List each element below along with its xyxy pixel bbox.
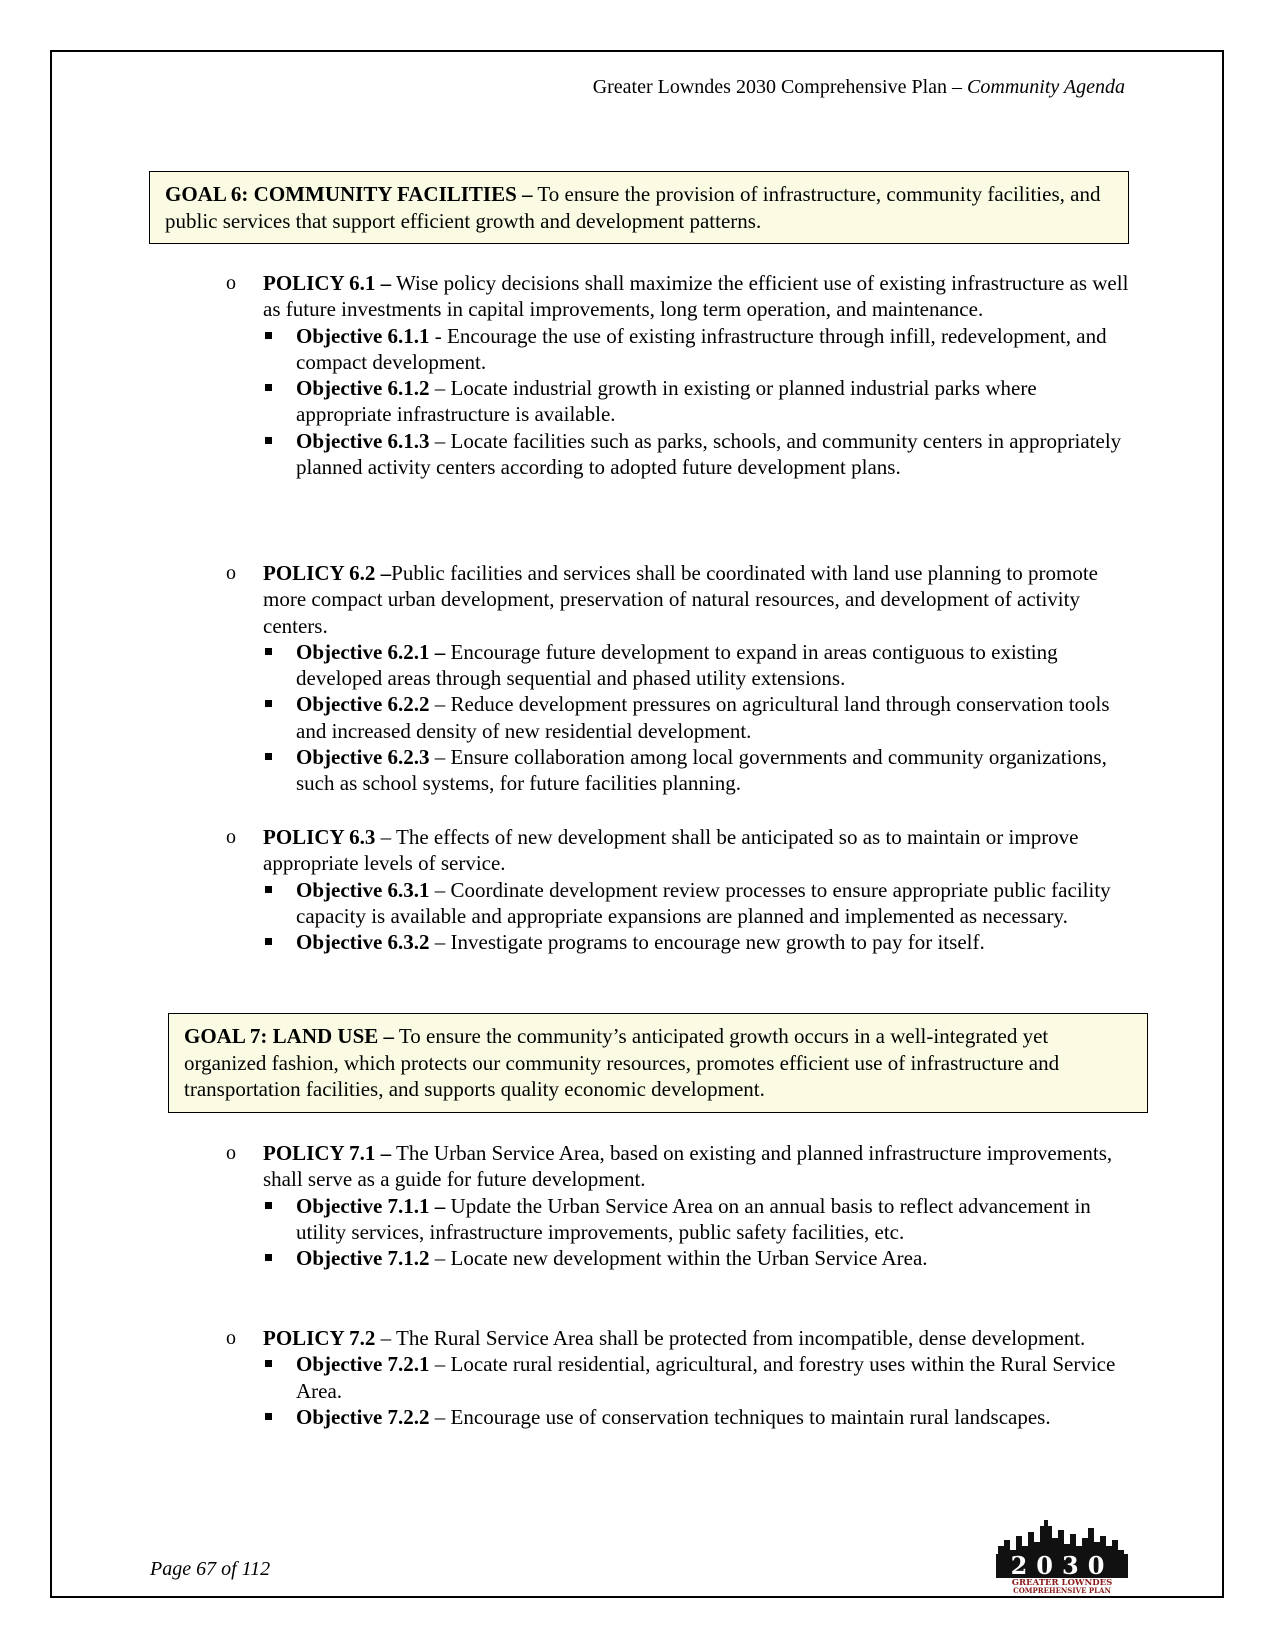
goal-7-box (168, 1013, 1148, 1113)
square-bullet-icon (265, 384, 272, 391)
square-bullet-icon (265, 700, 272, 707)
plan-2030-logo (994, 1516, 1132, 1594)
policy-text: – The effects of new development shall be anticipated so as to maintain or improve appropriate levels of service. (263, 825, 1079, 876)
square-bullet-icon (265, 1360, 272, 1367)
objective-label: Objective 7.2.1 (296, 1352, 430, 1377)
objective-text: – Locate rural residential, agricultural, and forestry uses within the Rural Service Area. (296, 1352, 1116, 1403)
objective-label: Objective 7.1.2 (296, 1246, 430, 1271)
policy-item (220, 560, 1130, 639)
policy-text: – The Rural Service Area shall be protected from incompatible, dense development. (375, 1326, 1086, 1350)
policy-label: POLICY 6.3 (263, 825, 376, 849)
objective-label: Objective 6.2.1 – (296, 639, 446, 664)
policy-label: POLICY 6.2 – (263, 561, 392, 585)
objective-text: – Encourage use of conservation techniques to maintain rural landscapes. (429, 1404, 1051, 1429)
policy-6-2-block (220, 560, 1130, 797)
objective-list (220, 1351, 1130, 1430)
objective-text: – Locate industrial growth in existing or planned industrial parks where appropriate infrastructure is available. (296, 376, 1037, 427)
header-subtitle: Community Agenda (967, 76, 1125, 98)
policy-text: The Urban Service Area, based on existing and planned infrastructure improvements, shall serve as a guide for future development. (263, 1141, 1113, 1192)
objective-item (220, 428, 1130, 481)
objective-item (220, 1404, 1130, 1430)
policy-7-1-block (220, 1140, 1130, 1271)
objective-list (220, 323, 1130, 481)
logo-line1: GREATER LOWNDES (1011, 1578, 1113, 1588)
objective-label: Objective 6.3.2 (296, 930, 430, 955)
objective-text: – Ensure collaboration among local governments and community organizations, such as school systems, for future facilities planning. (296, 745, 1107, 796)
goal-6-text: To ensure the provision of infrastructure, community facilities, and public services that support efficient growth and development patterns. (165, 182, 1101, 233)
objective-text: – Investigate programs to encourage new growth to pay for itself. (429, 930, 985, 955)
goal-6-label: GOAL 6: COMMUNITY FACILITIES – (165, 182, 533, 206)
header-title: Greater Lowndes 2030 Comprehensive Plan – (592, 76, 968, 98)
objective-text: – Locate facilities such as parks, schools, and community centers in appropriately planned activity centers according to adopted future development plans. (296, 428, 1122, 480)
objective-item (220, 929, 1130, 955)
objective-text: Encourage future development to expand in areas contiguous to existing developed areas through sequential and phased utility extensions. (296, 639, 1058, 691)
logo-number: 2030 (1010, 1551, 1114, 1580)
objective-label: Objective 6.1.1 (296, 323, 430, 348)
policy-item (220, 824, 1130, 877)
objective-text: Update the Urban Service Area on an annual basis to reflect advancement in utility services, infrastructure improvements, public safety facilities, etc. (296, 1193, 1091, 1244)
objective-item (220, 691, 1130, 744)
square-bullet-icon (265, 753, 272, 760)
objective-list (220, 639, 1130, 797)
circle-bullet-icon: o (226, 826, 236, 848)
policy-item (220, 270, 1130, 323)
objective-text: – Locate new development within the Urban Service Area. (429, 1246, 928, 1271)
objective-item (220, 744, 1130, 797)
objective-text: – Coordinate development review processes to ensure appropriate public facility capacity is available and appropriate expansions are planned and implemented as necessary. (296, 877, 1111, 928)
circle-bullet-icon: o (226, 272, 236, 294)
objective-text: - Encourage the use of existing infrastructure through infill, redevelopment, and compact development. (296, 323, 1107, 374)
objective-list (220, 1193, 1130, 1272)
policy-label: POLICY 7.2 (263, 1326, 376, 1350)
objective-item (220, 1245, 1130, 1271)
policy-item (220, 1140, 1130, 1193)
square-bullet-icon (265, 1202, 272, 1209)
square-bullet-icon (265, 938, 272, 945)
objective-label: Objective 6.2.2 (296, 692, 430, 717)
objective-label: Objective 6.2.3 (296, 745, 430, 770)
objective-label: Objective 7.2.2 (296, 1404, 430, 1429)
objective-label: Objective 6.1.2 (296, 376, 430, 401)
logo-line2: COMPREHENSIVE PLAN (1013, 1586, 1111, 1594)
square-bullet-icon (265, 886, 272, 893)
square-bullet-icon (265, 332, 272, 339)
objective-text: – Reduce development pressures on agricultural land through conservation tools and increased density of new residential development. (296, 692, 1110, 743)
policy-text: Wise policy decisions shall maximize the efficient use of existing infrastructure as well as future investments in capital improvements, long term operation, and maintenance. (263, 271, 1129, 322)
circle-bullet-icon: o (226, 1142, 236, 1164)
objective-label: Objective 7.1.1 – (296, 1193, 446, 1218)
objective-item (220, 639, 1130, 692)
objective-item (220, 877, 1130, 930)
square-bullet-icon (265, 1413, 272, 1420)
page-header (593, 74, 1125, 100)
objective-item (220, 375, 1130, 428)
policy-6-3-block (220, 824, 1130, 955)
goal-7-text: To ensure the community’s anticipated growth occurs in a well-integrated yet organized fashion, which protects our community resources, promotes efficient use of infrastructure and transportation facilities, and supports quality economic development. (184, 1024, 1060, 1101)
goal-6-box (149, 171, 1129, 244)
circle-bullet-icon: o (226, 1327, 236, 1349)
objective-label: Objective 6.3.1 (296, 877, 430, 902)
policy-text: Public facilities and services shall be coordinated with land use planning to promote more compact urban development, preservation of natural resources, and development of activity centers. (263, 561, 1098, 638)
square-bullet-icon (265, 648, 272, 655)
objective-item (220, 1193, 1130, 1246)
square-bullet-icon (265, 437, 272, 444)
page-number: Page 67 of 112 (150, 1558, 271, 1580)
circle-bullet-icon: o (226, 562, 236, 584)
policy-label: POLICY 6.1 – (263, 271, 392, 295)
policy-label: POLICY 7.1 – (263, 1141, 392, 1165)
square-bullet-icon (265, 1254, 272, 1261)
goal-7-label: GOAL 7: LAND USE – (184, 1024, 395, 1048)
policy-7-2-block (220, 1325, 1130, 1430)
policy-item (220, 1325, 1130, 1351)
objective-list (220, 877, 1130, 956)
objective-item (220, 323, 1130, 376)
policy-6-1-block (220, 270, 1130, 480)
objective-label: Objective 6.1.3 (296, 428, 430, 453)
objective-item (220, 1351, 1130, 1404)
